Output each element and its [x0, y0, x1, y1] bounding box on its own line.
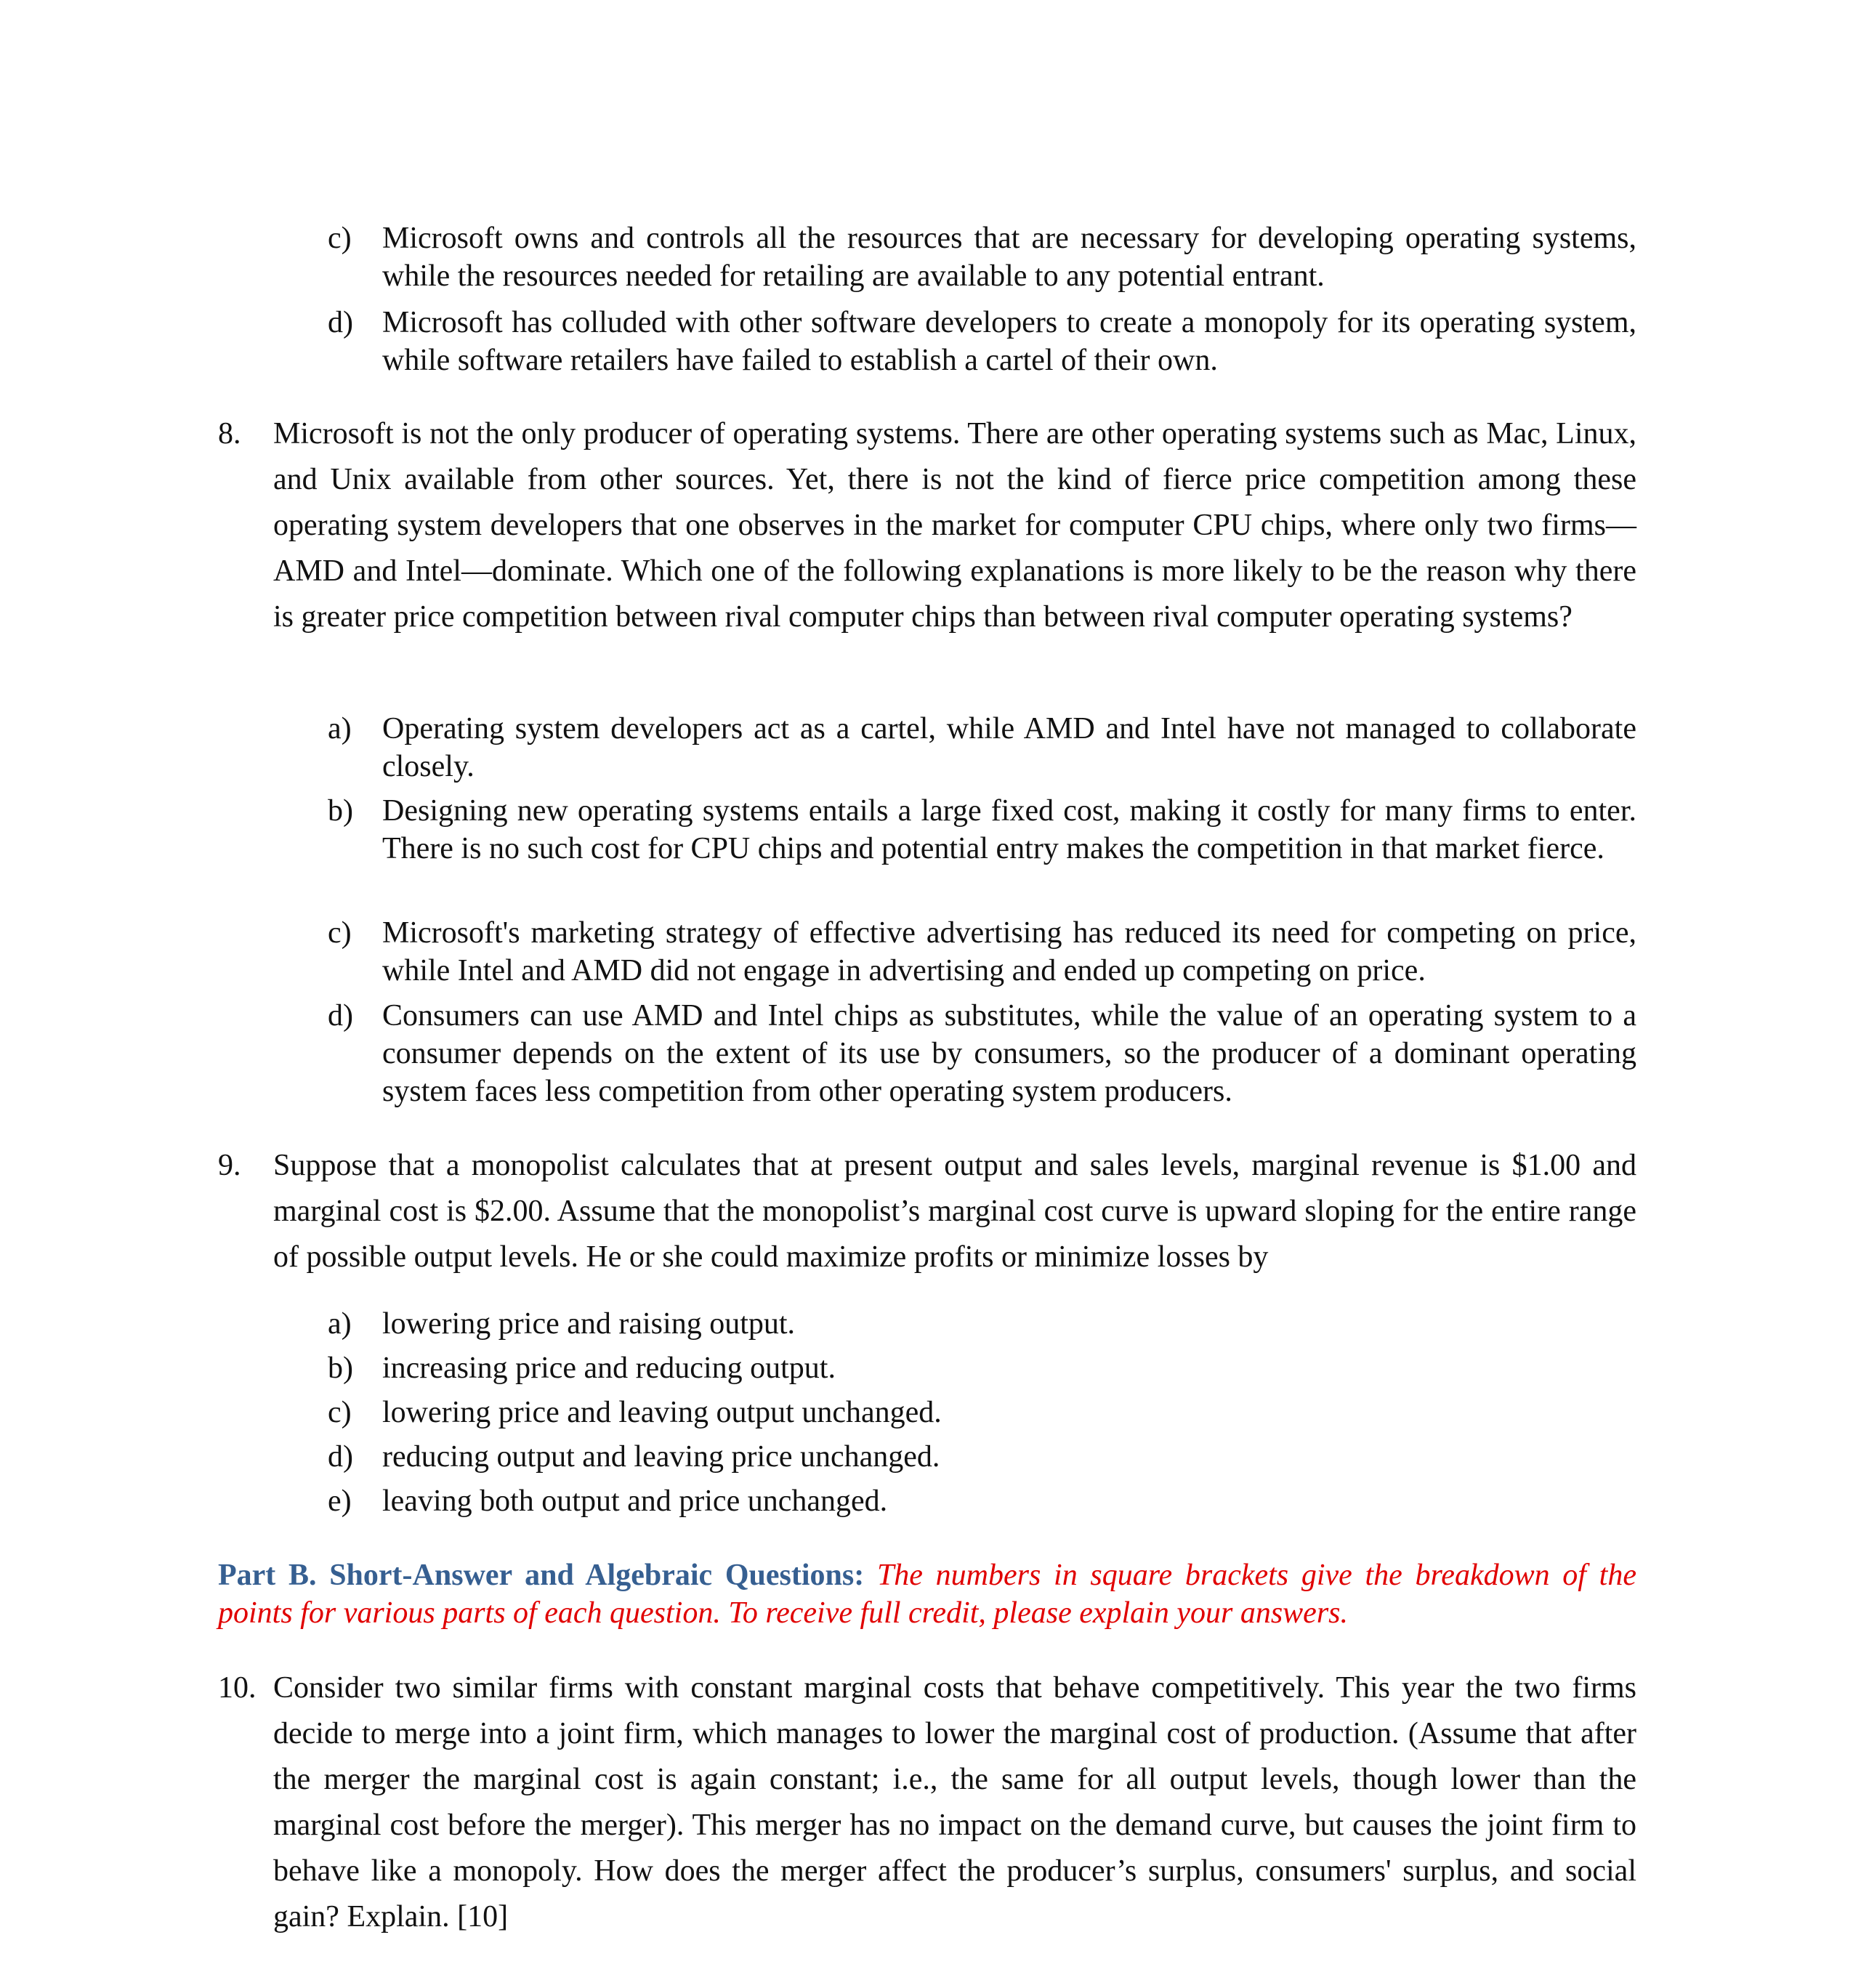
- q8-option-c: [328, 914, 1636, 990]
- q7-option-d: [328, 304, 1636, 379]
- option-letter: d): [328, 1440, 353, 1474]
- question-number: 8.: [218, 417, 241, 450]
- option-letter: d): [328, 999, 353, 1033]
- question-text: Consider two similar firms with constant marginal costs that behave competitively. This year the two firms decide to merge into a joint firm, which manages to lower the marginal cost of production. (Assume that after the merger the marginal cost is again constant; i.e., the same for all output levels, though lower than the marginal cost before the merger). This merger has no impact on the demand curve, but causes the joint firm to behave like a monopoly. How does the merger affect the producer’s surplus, consumers' surplus, and social gain? Explain. [10]: [273, 1671, 1636, 1934]
- q9-option-a: [328, 1305, 1636, 1343]
- option-text: leaving both output and price unchanged.: [382, 1484, 888, 1518]
- part-b-heading: Part B. Short-Answer and Algebraic Questions:: [218, 1559, 865, 1592]
- question-8: [218, 411, 1636, 640]
- option-text: lowering price and leaving output unchanged.: [382, 1396, 942, 1429]
- option-letter: e): [328, 1484, 352, 1518]
- part-b-instructions: The numbers in square brackets give the breakdown of the points for various parts of each question. To receive full credit, please explain your answers.: [218, 1559, 1636, 1630]
- option-text: Microsoft's marketing strategy of effective advertising has reduced its need for competing on price, while Intel and AMD did not engage in advertising and ended up competing on price.: [382, 916, 1636, 987]
- question-text: Microsoft is not the only producer of operating systems. There are other operating systems such as Mac, Linux, and Unix available from other sources. Yet, there is not the kind of fierce price competition among these operating system developers that one observes in the market for computer CPU chips, where only two firms—AMD and Intel—dominate. Which one of the following explanations is more likely to be the reason why there is greater price competition between rival computer chips than between rival computer operating systems?: [273, 417, 1636, 634]
- q8-option-b: [328, 792, 1636, 868]
- q9-option-b: [328, 1349, 1636, 1387]
- option-text: Microsoft owns and controls all the resources that are necessary for developing operating systems, while the resources needed for retailing are available to any potential entrant.: [382, 222, 1636, 293]
- option-text: Designing new operating systems entails a large fixed cost, making it costly for many firms to enter. There is no such cost for CPU chips and potential entry makes the competition in that market fierce.: [382, 794, 1636, 865]
- q7-option-c: [328, 219, 1636, 295]
- option-text: reducing output and leaving price unchanged.: [382, 1440, 940, 1474]
- q8-option-d: [328, 997, 1636, 1110]
- option-letter: d): [328, 306, 353, 339]
- q8-option-a: [328, 710, 1636, 785]
- question-text: Suppose that a monopolist calculates that at present output and sales levels, marginal revenue is $1.00 and marginal cost is $2.00. Assume that the monopolist’s marginal cost curve is upward sloping for the entire range of possible output levels. He or she could maximize profits or minimize losses by: [273, 1149, 1636, 1274]
- option-letter: c): [328, 1396, 352, 1429]
- option-text: Operating system developers act as a cartel, while AMD and Intel have not managed to collaborate closely.: [382, 712, 1636, 783]
- option-letter: c): [328, 916, 352, 950]
- q9-option-d: [328, 1438, 1636, 1476]
- question-9: [218, 1143, 1636, 1280]
- q9-option-e: [328, 1482, 1636, 1520]
- option-letter: c): [328, 222, 352, 255]
- option-letter: b): [328, 794, 353, 828]
- option-text: Consumers can use AMD and Intel chips as substitutes, while the value of an operating system to a consumer depends on the extent of its use by consumers, so the producer of a dominant operating system faces less competition from other operating system producers.: [382, 999, 1636, 1108]
- q9-option-c: [328, 1394, 1636, 1431]
- option-letter: a): [328, 712, 352, 746]
- option-text: lowering price and raising output.: [382, 1307, 796, 1341]
- option-letter: a): [328, 1307, 352, 1341]
- part-b-header: [218, 1556, 1636, 1632]
- question-10: [218, 1665, 1636, 1940]
- option-text: Microsoft has colluded with other software developers to create a monopoly for its operating system, while software retailers have failed to establish a cartel of their own.: [382, 306, 1636, 377]
- question-number: 9.: [218, 1149, 241, 1182]
- question-number: 10.: [218, 1671, 257, 1705]
- option-letter: b): [328, 1351, 353, 1385]
- option-text: increasing price and reducing output.: [382, 1351, 836, 1385]
